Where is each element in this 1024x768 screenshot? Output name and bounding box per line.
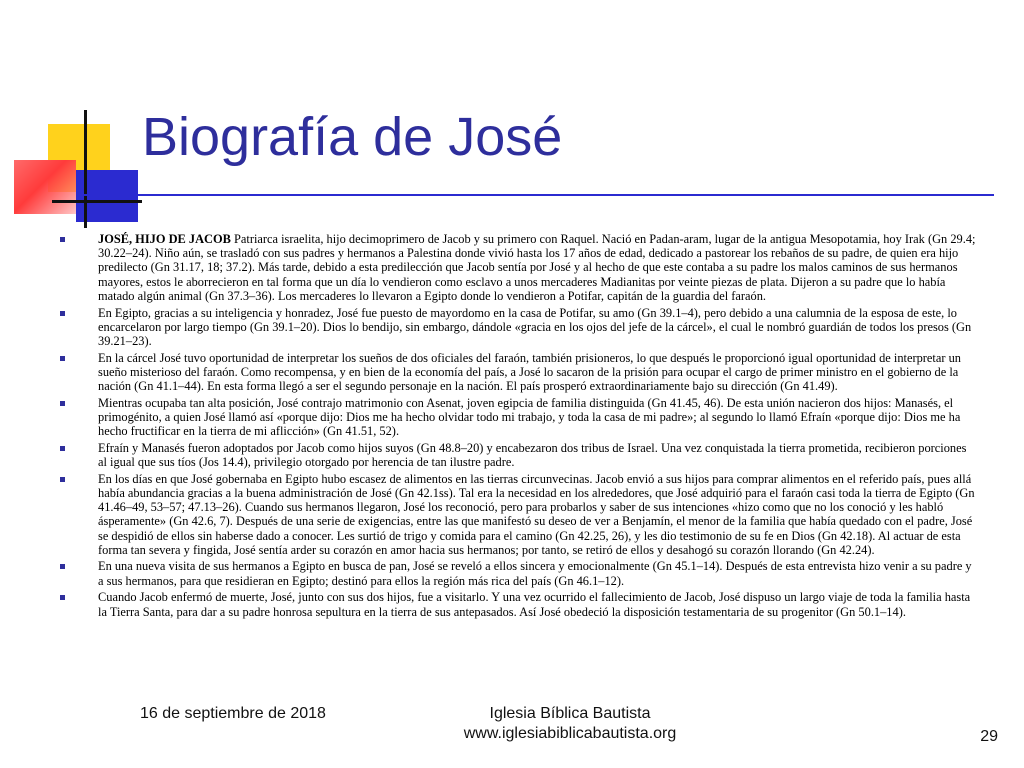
paragraph-6	[58, 472, 978, 557]
footer-church-name: Iglesia Bíblica Bautista	[489, 705, 651, 722]
body-text	[58, 232, 978, 621]
slide-title: Biografía de José	[142, 107, 563, 167]
paragraph-5	[58, 441, 978, 469]
footer-center	[430, 704, 710, 744]
paragraph-text: Patriarca israelita, hijo decimoprimero de Jacob y su primero con Raquel. Nació en Padan-aram, lugar de la antigua Mesopotamia, hoy Irak (Gn 29.4; 30.22–24). Niño aún, se trasladó con sus padres y hermanos a Palestina donde vivió hasta los 17 años de edad, dedicado a pastorear los rebaños de su padre, de quien era hijo predilecto (Gn 31.17, 18; 37.2). Más tarde, debido a esta predilección que Jacob sentía por José y al hecho de que este contaba a su padre los malos caminos de sus hermanos mayores, estos le aborrecieron en tal forma que un día lo vendieron como esclavo a unos mercaderes Madianitas por veinte piezas de plata. Dijeron a su padre que lo había matado algún animal (Gn 37.3–36). Los mercaderes lo llevaron a Egipto donde lo vendieron a Potifar, capitán de la guardia del faraón.	[98, 232, 976, 303]
paragraph-1	[58, 232, 978, 303]
bullet-icon	[60, 446, 65, 451]
bullet-icon	[60, 356, 65, 361]
paragraph-3	[58, 351, 978, 394]
title-underline	[84, 194, 994, 196]
footer-website: www.iglesiabiblicabautista.org	[463, 725, 677, 742]
logo-red-square	[14, 160, 76, 214]
bullet-icon	[60, 477, 65, 482]
paragraph-2	[58, 306, 978, 349]
paragraph-text: Mientras ocupaba tan alta posición, José contrajo matrimonio con Asenat, joven egipcia de familia distinguida (Gn 41.45, 46). De esta unión nacieron dos hijos: Manasés, el primogénito, a quien José llamó así «porque dijo: Dios me ha hecho olvidar todo mi trabajo, y toda la casa de mi padre»; al segundo lo llamó Efraín «porque dijo: Dios me ha hecho fructificar en la tierra de mi aflicción» (Gn 41.51, 52).	[98, 395, 961, 439]
bullet-icon	[60, 564, 65, 569]
footer-date: 16 de septiembre de 2018	[140, 705, 326, 722]
logo-horizontal-line	[52, 200, 142, 203]
paragraph-lead: JOSÉ, HIJO DE JACOB	[98, 232, 231, 246]
paragraph-text: En la cárcel José tuvo oportunidad de interpretar los sueños de dos oficiales del faraón, también prisioneros, lo que después le proporcionó igual oportunidad de interpretar un sueño misterioso del faraón. Como recompensa, y en bien de la economía del país, a José lo sacaron de la prisión para ocupar el cargo de primer ministro en el gobierno de la nación (Gn 41.1–44). En esta forma llegó a ser el segundo personaje en la nación. El país prosperó extraordinariamente bajo su dirección (Gn 41.49).	[98, 350, 961, 394]
paragraph-text: En los días en que José gobernaba en Egipto hubo escasez de alimentos en las tierras circunvecinas. Jacob envió a sus hijos para comprar alimentos en el referido país, pues allá había abundancia gracias a la buena administración de José (Gn 42.1ss). Tal era la necesidad en los alrededores, que José adquirió para el faraón casi toda la tierra de Egipto (Gn 41.46–49, 53–57; 47.13–26). Cuando sus hermanos llegaron, José los reconoció, pero para probarlos y saber de sus intenciones «hizo como que no los conoció y les habló ásperamente» (Gn 42.6, 7). Después de una serie de exigencias, entre las que manifestó su deseo de ver a Benjamín, el menor de la familia que había quedado con el padre, José se despidió de ellos sin haberse dado a conocer. Les surtió de trigo y comida para el camino (Gn 42.25, 26), y les dio testimonio de su fe en Dios (Gn 42.18). Al actuar de esta forma tan severa y fingida, José sentía arder su corazón en amor hacia sus hermanos; por tanto, se retiró de ellos y desahogó su corazón llorando (Gn 42.24).	[98, 471, 975, 557]
paragraph-text: Cuando Jacob enfermó de muerte, José, junto con sus dos hijos, fue a visitarlo. Y una vez ocurrido el fallecimiento de Jacob, José dispuso un largo viaje de toda la familia hasta la Tierra Santa, para dar a su padre honrosa sepultura en la tierra de sus antepasados. Así José obedeció la disposición testamentaria de su progenitor (Gn 50.1–14).	[98, 590, 971, 619]
paragraph-8	[58, 590, 978, 618]
bullet-icon	[60, 237, 65, 242]
bullet-icon	[60, 595, 65, 600]
bullet-icon	[60, 311, 65, 316]
paragraph-4	[58, 396, 978, 439]
paragraph-text: En Egipto, gracias a su inteligencia y honradez, José fue puesto de mayordomo en la casa de Potifar, su amo (Gn 39.1–4), pero debido a una calumnia de la esposa de este, lo encarcelaron por largo tiempo (Gn 39.1–20). Dios lo bendijo, sin embargo, dándole «gracia en los ojos del jefe de la cárcel», el cual le nombró guardián de todos los presos (Gn 39.21–23).	[98, 305, 972, 348]
paragraph-text: Efraín y Manasés fueron adoptados por Jacob como hijos suyos (Gn 48.8–20) y encabezaron dos tribus de Israel. Una vez conquistada la tierra prometida, recibieron porciones al igual que sus tíos (Jos 14.4), privilegio otorgado por herencia de tan ilustre padre.	[98, 440, 967, 470]
paragraph-text: En una nueva visita de sus hermanos a Egipto en busca de pan, José se reveló a ellos sincera y emocionalmente (Gn 45.1–14). Después de esta entrevista hizo venir a su padre y a sus hermanos, para que residieran en Egipto; destinó para ellos la región más rica del país (Gn 46.1–12).	[98, 559, 972, 588]
paragraph-7	[58, 559, 978, 587]
logo-vertical-line	[84, 110, 87, 228]
bullet-icon	[60, 401, 65, 406]
footer-page-number: 29	[980, 728, 998, 745]
